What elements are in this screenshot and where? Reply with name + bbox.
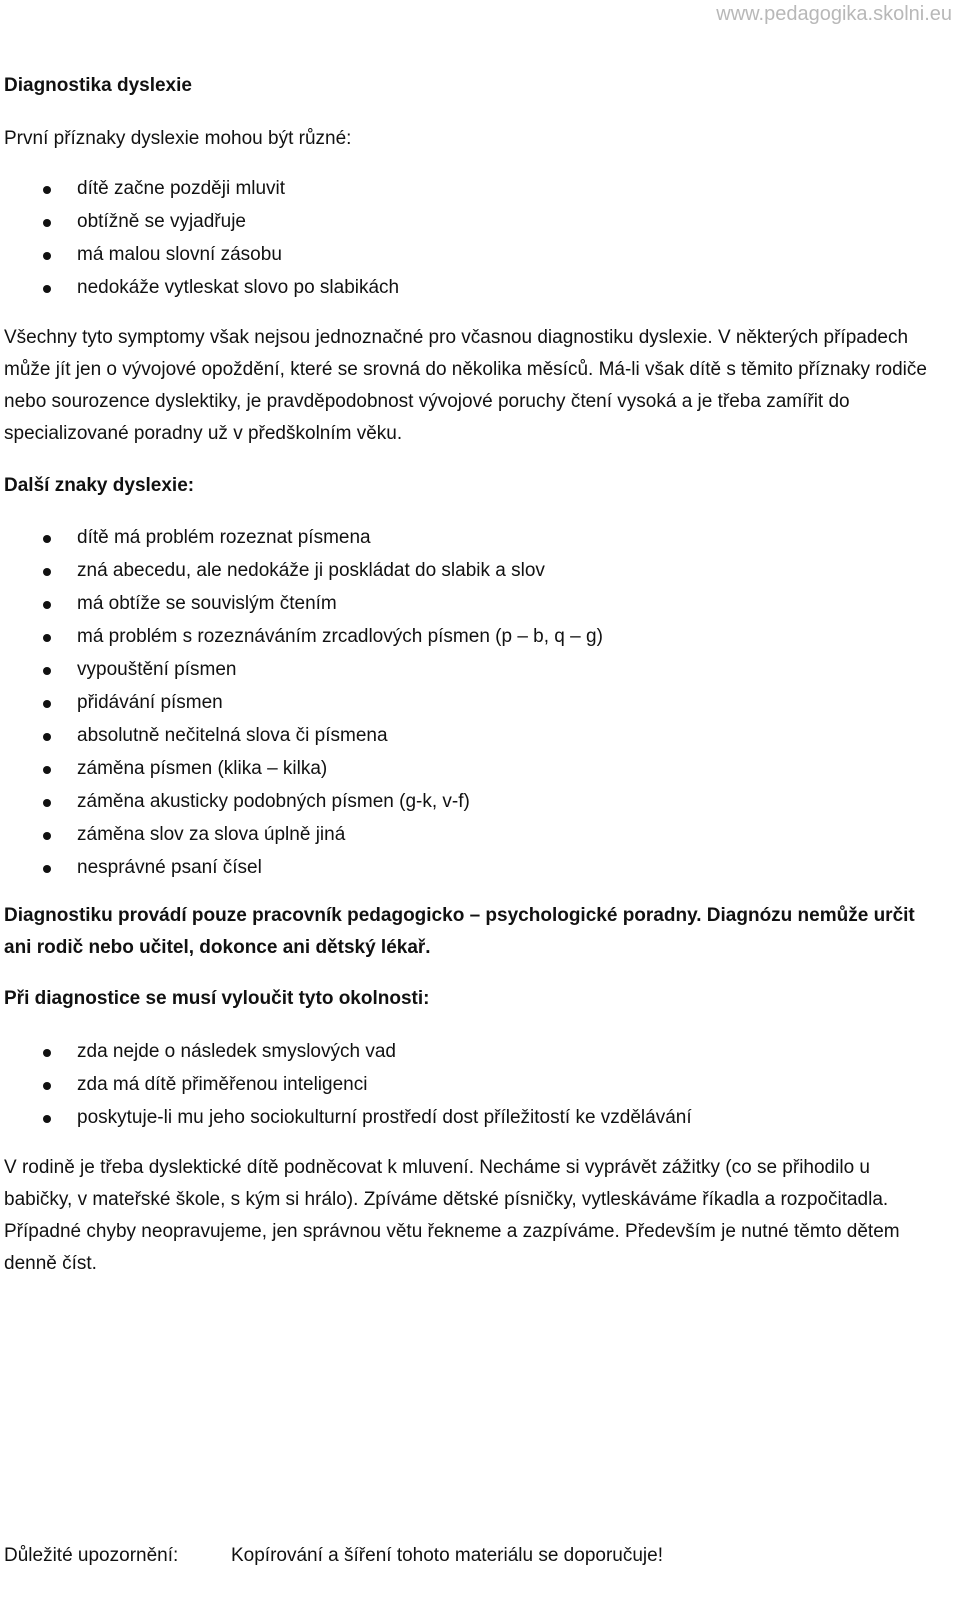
list-item: zda nejde o následek smyslových vad bbox=[4, 1035, 692, 1068]
list-item: má obtíže se souvislým čtením bbox=[4, 587, 603, 620]
bullet-icon bbox=[43, 1115, 51, 1123]
paragraph-family-advice: V rodině je třeba dyslektické dítě podněcovat k mluvení. Necháme si vyprávět zážitky (co se přihodilo u babičky, v mateřské škole, s kým si hrálo). Zpíváme dětské písničky, vytleskáváme říkadla a rozpočitadla. Případné chyby neopravujeme, jen správnou větu řekneme a zazpíváme. Především je nutné těmto dětem denně číst. bbox=[4, 1157, 900, 1274]
bullet-icon bbox=[43, 535, 51, 543]
bullet-icon bbox=[43, 186, 51, 194]
paragraph-diagnosis: Diagnostiku provádí pouze pracovník pedagogicko – psychologické poradny. Diagnózu nemůže určit ani rodič nebo učitel, dokonce ani dětský lékař. bbox=[4, 905, 915, 958]
bullet-icon bbox=[43, 766, 51, 774]
list-item: absolutně nečitelná slova či písmena bbox=[4, 719, 603, 752]
footer-label: Důležité upozornění: bbox=[4, 1545, 179, 1566]
bullet-icon bbox=[43, 667, 51, 675]
list-item: nesprávné psaní čísel bbox=[4, 851, 603, 884]
bullet-icon bbox=[43, 219, 51, 227]
source-url: www.pedagogika.skolni.eu bbox=[716, 3, 952, 25]
footer-text: Kopírování a šíření tohoto materiálu se doporučuje! bbox=[231, 1545, 663, 1566]
list-item: záměna slov za slova úplně jiná bbox=[4, 818, 603, 851]
list-item: záměna písmen (klika – kilka) bbox=[4, 752, 603, 785]
other-signs-list bbox=[4, 521, 603, 884]
list-item: záměna akusticky podobných písmen (g-k, v-f) bbox=[4, 785, 603, 818]
bullet-icon bbox=[43, 568, 51, 576]
bullet-icon bbox=[43, 1082, 51, 1090]
list-item: má problém s rozeznáváním zrcadlových písmen (p – b, q – g) bbox=[4, 620, 603, 653]
list-item: zná abecedu, ale nedokáže ji poskládat do slabik a slov bbox=[4, 554, 603, 587]
bullet-icon bbox=[43, 799, 51, 807]
intro-text: První příznaky dyslexie mohou být různé: bbox=[4, 128, 352, 149]
list-item: obtížně se vyjadřuje bbox=[4, 205, 399, 238]
early-symptoms-list bbox=[4, 172, 399, 304]
list-item: vypouštění písmen bbox=[4, 653, 603, 686]
document-title: Diagnostika dyslexie bbox=[4, 75, 192, 96]
bullet-icon bbox=[43, 733, 51, 741]
list-item: dítě má problém rozeznat písmena bbox=[4, 521, 603, 554]
bullet-icon bbox=[43, 601, 51, 609]
bullet-icon bbox=[43, 700, 51, 708]
list-item: poskytuje-li mu jeho sociokulturní prostředí dost příležitostí ke vzdělávání bbox=[4, 1101, 692, 1134]
list-item: zda má dítě přiměřenou inteligenci bbox=[4, 1068, 692, 1101]
exclusions-list bbox=[4, 1035, 692, 1134]
bullet-icon bbox=[43, 865, 51, 873]
bullet-icon bbox=[43, 1049, 51, 1057]
heading-exclusions: Při diagnostice se musí vyloučit tyto okolnosti: bbox=[4, 988, 430, 1009]
bullet-icon bbox=[43, 285, 51, 293]
bullet-icon bbox=[43, 634, 51, 642]
bullet-icon bbox=[43, 252, 51, 260]
heading-other-signs: Další znaky dyslexie: bbox=[4, 475, 195, 496]
bullet-icon bbox=[43, 832, 51, 840]
list-item: nedokáže vytleskat slovo po slabikách bbox=[4, 271, 399, 304]
paragraph-symptoms: Všechny tyto symptomy však nejsou jednoznačné pro včasnou diagnostiku dyslexie. V některých případech může jít jen o vývojové opoždění, které se srovná do několika měsíců. Má-li však dítě s těmito příznaky rodiče nebo sourozence dyslektiky, je pravděpodobnost vývojové poruchy čtení vysoká a je třeba zamířit do specializované poradny už v předškolním věku. bbox=[4, 327, 927, 444]
list-item: má malou slovní zásobu bbox=[4, 238, 399, 271]
list-item: přidávání písmen bbox=[4, 686, 603, 719]
list-item: dítě začne později mluvit bbox=[4, 172, 399, 205]
